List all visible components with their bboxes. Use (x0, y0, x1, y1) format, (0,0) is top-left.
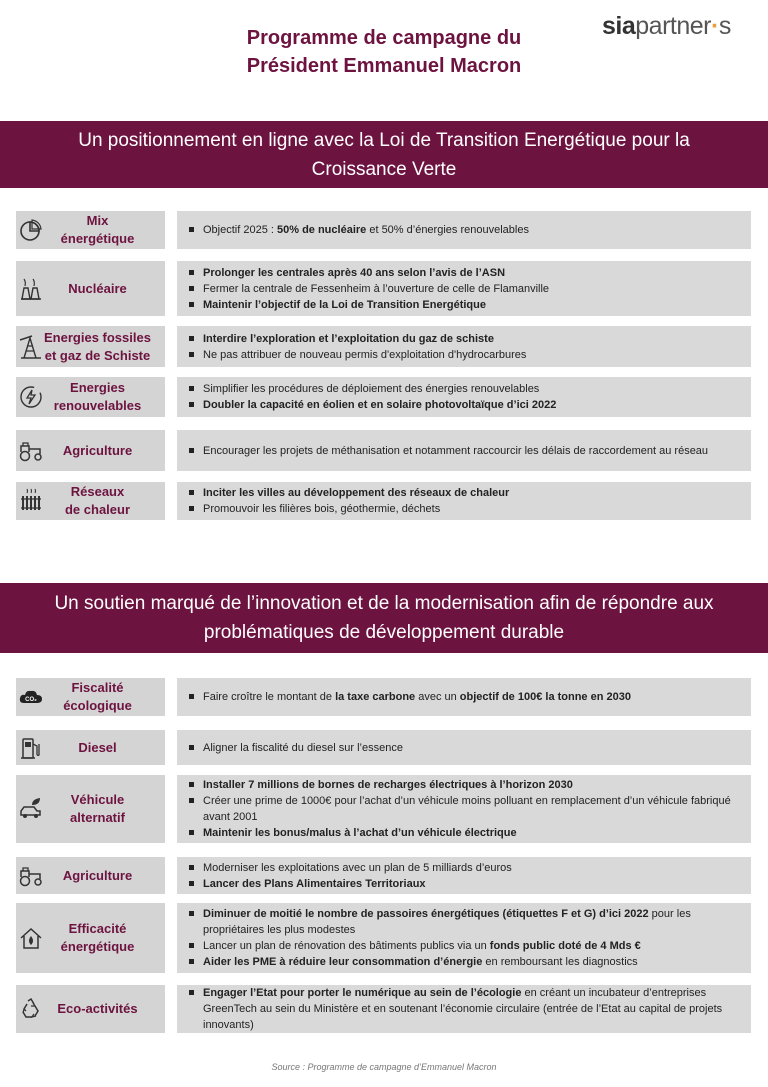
row-label-box (16, 775, 165, 843)
row-content-box (177, 326, 751, 367)
row-content-box (177, 430, 751, 471)
row-label-box (16, 678, 165, 716)
section2-row (16, 985, 751, 1033)
row-label: Véhicule alternatif (70, 792, 125, 825)
nuclear-plant-icon (18, 276, 44, 302)
list-item: Ne pas attribuer de nouveau permis d'exploitation d'hydrocarbures (185, 347, 526, 363)
list-item: Maintenir les bonus/malus à l’achat d’un véhicule électrique (185, 825, 739, 841)
section1-row (16, 482, 751, 520)
row-label-box (16, 482, 165, 520)
row-label-box (16, 903, 165, 973)
row-content-box (177, 985, 751, 1033)
section-2-banner: Un soutien marqué de l’innovation et de la modernisation afin de répondre aux problématiques de développement durable (0, 583, 768, 653)
row-content-box (177, 903, 751, 973)
list-item: Interdire l’exploration et l’exploitation du gaz de schiste (185, 331, 526, 347)
list-item: Inciter les villes au développement des réseaux de chaleur (185, 485, 509, 501)
renewable-energy-icon (18, 384, 44, 410)
tractor-icon (18, 863, 44, 889)
list-item: Objectif 2025 : 50% de nucléaire et 50% d’énergies renouvelables (185, 222, 529, 238)
row-label-box (16, 985, 165, 1033)
eco-car-icon (18, 796, 44, 822)
list-item: Prolonger les centrales après 40 ans selon l’avis de l’ASN (185, 265, 549, 281)
recycle-icon (18, 996, 44, 1022)
list-item: Encourager les projets de méthanisation et notamment raccourcir les délais de raccordement au réseau (185, 443, 708, 459)
source-note: Source : Programme de campagne d’Emmanuel Macron (271, 1062, 497, 1072)
row-label: Nucléaire (68, 280, 127, 296)
row-label: Energies fossiles et gaz de Schiste (44, 329, 151, 363)
row-label-box (16, 377, 165, 417)
row-label: Agriculture (62, 867, 133, 883)
row-label-box (16, 211, 165, 249)
section1-row (16, 430, 751, 471)
list-item: Créer une prime de 1000€ pour l’achat d’un véhicule moins polluant en remplacement d’un véhicule fabriqué avant 2001 (185, 793, 739, 825)
row-content-box (177, 775, 751, 843)
row-label: Diesel (78, 739, 117, 755)
row-content-box (177, 261, 751, 316)
section2-row (16, 775, 751, 843)
list-item: Maintenir l’objectif de la Loi de Transition Energétique (185, 297, 549, 313)
row-label: Eco-activités (57, 1001, 138, 1016)
eco-house-icon (18, 925, 44, 951)
section2-row (16, 857, 751, 894)
co2-cloud-icon (18, 684, 44, 710)
row-label-box (16, 730, 165, 765)
row-label-box (16, 430, 165, 471)
radiator-icon (18, 488, 44, 514)
list-item: Lancer des Plans Alimentaires Territoriaux (185, 876, 512, 892)
page-title: Programme de campagne du Président Emmanuel Macron (246, 27, 522, 77)
list-item: Doubler la capacité en éolien et en solaire photovoltaïque d’ici 2022 (185, 397, 556, 413)
section1-row (16, 326, 751, 367)
section1-row (16, 377, 751, 417)
row-content-box (177, 211, 751, 249)
list-item: Promouvoir les filières bois, géothermie, déchets (185, 501, 509, 517)
section2-row (16, 730, 751, 765)
row-content-box (177, 678, 751, 716)
row-content-box (177, 857, 751, 894)
list-item: Diminuer de moitié le nombre de passoires énergétiques (étiquettes F et G) d’ici 2022 pour les propriétaires les plus modestes (185, 906, 739, 938)
row-label-box (16, 261, 165, 316)
list-item: Simplifier les procédures de déploiement des énergies renouvelables (185, 381, 556, 397)
tractor-icon (18, 438, 44, 464)
row-content-box (177, 482, 751, 520)
list-item: Moderniser les exploitations avec un plan de 5 milliards d’euros (185, 860, 512, 876)
row-label: Efficacité énergétique (60, 921, 135, 954)
row-label: Réseaux de chaleur (64, 484, 131, 517)
row-label-box (16, 857, 165, 894)
pie-chart-icon (18, 217, 44, 243)
list-item: Engager l’Etat pour porter le numérique au sein de l’écologie en créant un incubateur d’entreprises GreenTech au sein du Ministère et en soutenant l’économie circulaire (entrée de l’Etat au capital de projets innovants) (185, 985, 739, 1033)
fuel-pump-icon (18, 735, 44, 761)
list-item: Installer 7 millions de bornes de recharges électriques à l’horizon 2030 (185, 777, 739, 793)
section1-row (16, 211, 751, 249)
row-content-box (177, 730, 751, 765)
row-label: Mix énergétique (60, 213, 135, 246)
list-item: Lancer un plan de rénovation des bâtiments publics via un fonds public doté de 4 Mds € (185, 938, 739, 954)
list-item: Aligner la fiscalité du diesel sur l’essence (185, 740, 403, 756)
section1-row (16, 261, 751, 316)
section2-row (16, 678, 751, 716)
row-label-box (16, 326, 165, 367)
row-label: Fiscalité écologique (63, 680, 132, 713)
row-label: Agriculture (62, 442, 133, 458)
section2-row (16, 903, 751, 973)
svg-text:CO₂: CO₂ (25, 697, 37, 703)
list-item: Faire croître le montant de la taxe carbone avec un objectif de 100€ la tonne en 2030 (185, 689, 631, 705)
row-content-box (177, 377, 751, 417)
list-item: Fermer la centrale de Fessenheim à l’ouverture de celle de Flamanville (185, 281, 549, 297)
section-1-banner: Un positionnement en ligne avec la Loi de Transition Energétique pour la Croissance Verte (0, 121, 768, 188)
row-label: Energies renouvelables (53, 380, 142, 413)
siapartners-logo: siapartner·s (602, 12, 731, 40)
list-item: Aider les PME à réduire leur consommation d’énergie en remboursant les diagnostics (185, 954, 739, 970)
oil-derrick-icon (18, 334, 44, 360)
